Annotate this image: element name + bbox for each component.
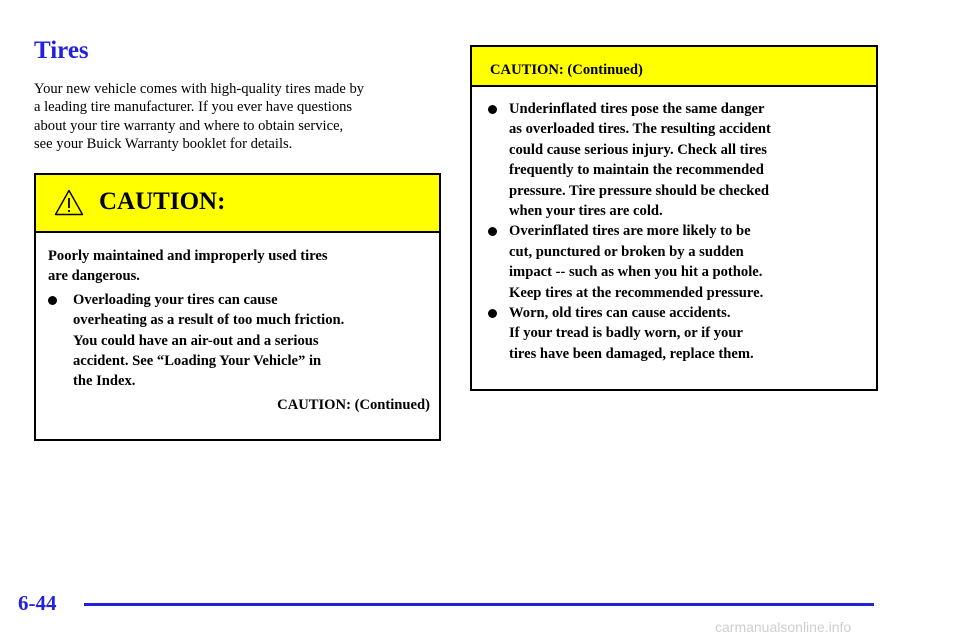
text-line: impact -- such as when you hit a pothole. [509,264,763,281]
text-line: accident. See “Loading Your Vehicle” in [73,353,322,370]
caution-lead [48,246,433,287]
bullet-item [488,221,868,303]
text-line: cut, punctured or broken by a sudden [509,243,744,260]
caution-continued-box [470,45,878,391]
text-line: Underinflated tires pose the same danger [509,101,765,117]
text-line: are dangerous. [48,268,140,285]
intro-paragraph [34,80,449,154]
caution-box [34,173,441,441]
text-line: You could have an air-out and a serious [73,332,319,349]
warning-triangle-icon [54,189,84,216]
caution-heading: CAUTION: [99,188,226,215]
text-line: Overloading your tires can cause [73,291,278,308]
intro-line: see your Buick Warranty booklet for details. [34,136,293,153]
caution-body [488,99,868,364]
bullet-icon [48,296,57,305]
text-line: pressure. Tire pressure should be checked [509,182,770,199]
text-line: If your tread is badly worn, or if your [509,325,743,342]
intro-line: a leading tire manufacturer. If you ever have questions [34,99,353,116]
caution-body [48,246,433,415]
footer-rule [84,603,874,606]
bullet-item [48,290,433,392]
text-line: tires have been damaged, replace them. [509,345,754,362]
text-line: Overinflated tires are more likely to be [509,223,751,240]
intro-line: about your tire warranty and where to obtain service, [34,117,344,134]
text-line: Poorly maintained and improperly used tires [48,248,328,264]
section-title: Tires [34,37,89,64]
bullet-icon [488,105,497,114]
bullet-item [488,99,868,221]
bullet-icon [488,309,497,318]
text-line: when your tires are cold. [509,203,663,220]
page-number: 6-44 [18,591,57,615]
intro-line: Your new vehicle comes with high-quality tires made by [34,81,365,97]
bullet-icon [488,227,497,236]
text-line: the Index. [73,373,136,390]
caution-header [472,47,876,87]
text-line: as overloaded tires. The resulting accident [509,121,771,138]
text-line: Worn, old tires can cause accidents. [509,305,731,322]
caution-header [36,175,439,233]
text-line: Keep tires at the recommended pressure. [509,284,764,301]
caution-continued-label: CAUTION: (Continued) [277,396,430,413]
caution-continued-heading: CAUTION: (Continued) [490,62,643,78]
text-line: could cause serious injury. Check all tires [509,141,767,158]
text-line: frequently to maintain the recommended [509,162,764,179]
bullet-item [488,303,868,364]
text-line: overheating as a result of too much friction. [73,312,345,329]
watermark: carmanualsonline.info [715,619,852,635]
